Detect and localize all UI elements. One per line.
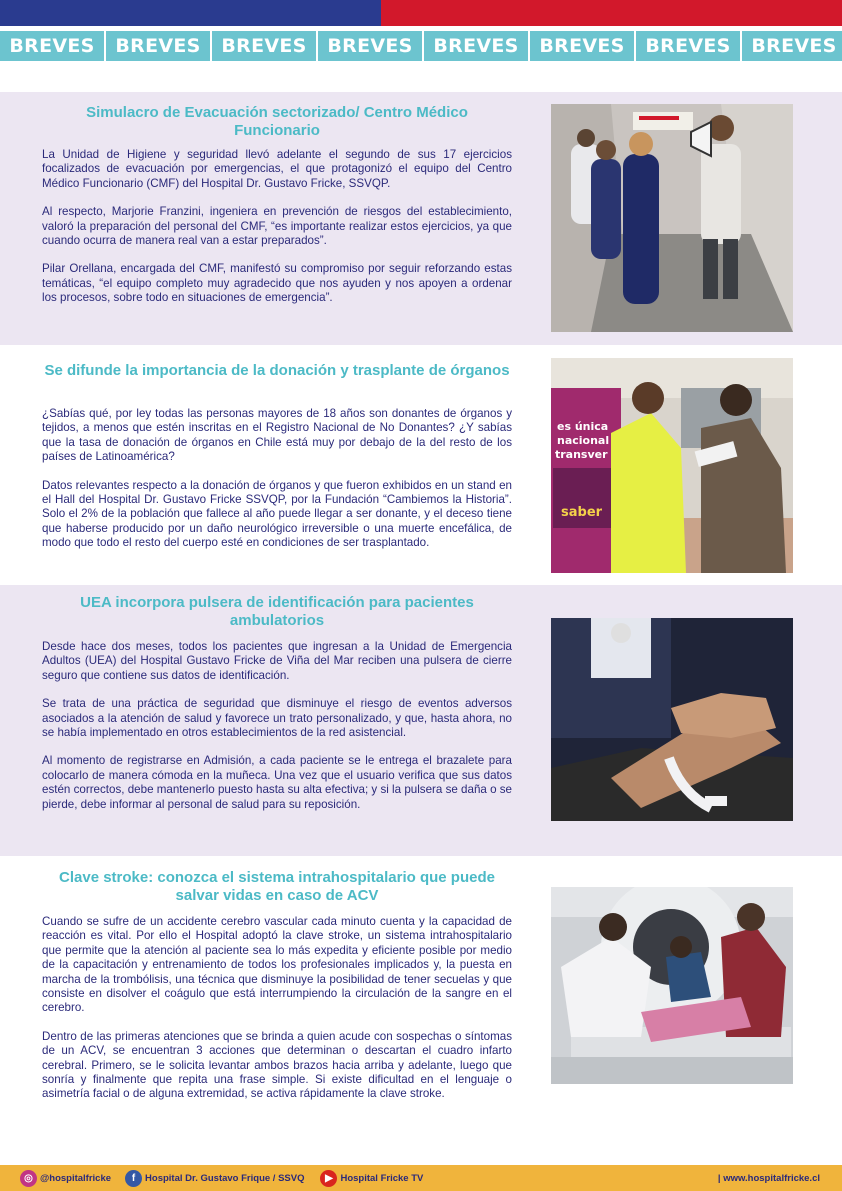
youtube-icon: ▶ (320, 1170, 337, 1187)
organ-donation-photo (551, 358, 793, 573)
youtube-link[interactable] (320, 1170, 423, 1187)
breves-tag: BREVES (742, 31, 842, 61)
breves-tag: BREVES (424, 31, 528, 61)
instagram-icon: ◎ (20, 1170, 37, 1187)
article-body (42, 148, 512, 320)
breves-tag: BREVES (636, 31, 740, 61)
article-body (42, 915, 512, 1116)
article-paragraph: ¿Sabías qué, por ley todas las personas mayores de 18 años son donantes de órganos y tejidos, a menos que estén inscritas en el Registro Nacional de No Donantes? ¿Y sabías que la tasa de donación de órganos en Chile está muy por debajo de la del resto de los países de Latinoamérica? (42, 407, 512, 464)
article-paragraph: Se trata de una práctica de seguridad que disminuye el riesgo de eventos adversos asociados a la atención de salud y favorece un trato personalizado, y que, hasta ahora, no se había implementado en otros establecimientos de la red asistencial. (42, 697, 512, 740)
footer-bar (0, 1165, 842, 1191)
article-paragraph: Desde hace dos meses, todos los pacientes que ingresan a la Unidad de Emergencia Adultos (UEA) del Hospital Gustavo Fricke de Viña del Mar reciben una pulsera de cierre seguro que contiene sus datos de identificación. (42, 640, 512, 682)
breves-tag: BREVES (318, 31, 422, 61)
article-paragraph: Datos relevantes respecto a la donación de órganos y que fueron exhibidos en un stand en el Hall del Hospital Dr. Gustavo Fricke SSVQP, por la Fundación “Cambiemos la Historia”. Solo el 2% de la población que fallece al año puede llegar a ser donante, y el deceso tiene que haberse producido por un daño neurológico irreversible o una muerte encefálica, de modo que todo el resto del cuerpo esté en condiciones de ser trasplantado. (42, 478, 512, 550)
article-paragraph: Al respecto, Marjorie Franzini, ingeniera en prevención de riesgos del establecimiento, valoró la preparación del personal del CMF, “es importante realizar estos ejercicios, ya que cuando ocurra de manera real van a estar preparados”. (42, 205, 512, 248)
article-body (42, 407, 512, 565)
article-paragraph: La Unidad de Higiene y seguridad llevó adelante el segundo de sus 17 ejercicios focalizados de evacuación por emergencias, el que protagonizó el equipo del Centro Médico Funcionario (CMF) del Hospital Dr. Gustavo Fricke, SSVQP. (42, 148, 512, 190)
poster-text: nacional (557, 434, 610, 447)
article-organ-donation (0, 345, 842, 585)
breves-tag: BREVES (530, 31, 634, 61)
facebook-icon: f (125, 1170, 142, 1187)
article-evacuation-drill (0, 92, 842, 345)
article-paragraph: Cuando se sufre de un accidente cerebro vascular cada minuto cuenta y la capacidad de reacción es vital. Por ello el Hospital adoptó la clave stroke, un sistema intrahospitalario que permite que la atención al paciente sea lo más expedita y eficiente posible por medio de la capacitación y entrenamiento de todos los profesionales implicados y, la puesta en marcha de la trombólisis, una técnica que disminuye la posibilidad de tener secuelas y que consiste en disolver el coágulo que está interrumpiendo la circulación de la sangre en el cerebro. (42, 915, 512, 1015)
breves-tag: BREVES (0, 31, 104, 61)
id-bracelet-photo (551, 618, 793, 821)
article-title: Clave stroke: conozca el sistema intrahospitalario que puede salvar vidas en caso de ACV (59, 869, 495, 904)
article-paragraph: Al momento de registrarse en Admisión, a cada paciente se le entrega el brazalete para colocarlo de manera cómoda en la muñeca. Una vez que el usuario verifica que sus datos estén correctos, debe mantenerlo puesto hasta su alta efectiva; y si la pulsera se daña o se pierde, debe informar al personal de salud para su reposición. (42, 754, 512, 811)
article-body (42, 640, 512, 826)
poster-text: transver (555, 448, 608, 461)
poster-text: saber (561, 505, 603, 520)
article-title: Simulacro de Evacuación sectorizado/ Centro Médico Funcionario (86, 104, 468, 139)
facebook-handle: Hospital Dr. Gustavo Frique / SSVQ (145, 1172, 305, 1184)
instagram-link[interactable] (20, 1170, 111, 1187)
article-title: UEA incorpora pulsera de identificación para pacientes ambulatorios (80, 594, 474, 629)
article-paragraph: Dentro de las primeras atenciones que se brinda a quien acude con sospechas o síntomas de un ACV, se encuentran 3 acciones que determinan o descartan el cuadro infarto cerebral. Primero, se le solicita levantar ambos brazos hacia arriba y adelante, luego que sonría y finalmente que repita una frase simple. Si existe dificultad en el lenguaje o asimetría facial o de alguna extremidad, se activa rápidamente la clave stroke. (42, 1029, 512, 1101)
article-stroke-code (0, 856, 842, 1156)
article-title: Se difunde la importancia de la donación y trasplante de órganos (44, 362, 510, 379)
breves-banner (0, 31, 842, 61)
evacuation-drill-photo (551, 104, 793, 332)
stroke-code-photo (551, 887, 793, 1084)
poster-text: es única (557, 420, 609, 433)
youtube-handle: Hospital Fricke TV (340, 1172, 424, 1184)
article-id-bracelet (0, 585, 842, 856)
breves-tag: BREVES (212, 31, 316, 61)
website-link[interactable]: | www.hospitalfricke.cl (717, 1172, 820, 1184)
breves-tag: BREVES (106, 31, 210, 61)
top-bar-blue (0, 0, 381, 26)
top-bar-red (381, 0, 842, 26)
top-color-bar (0, 0, 842, 26)
instagram-handle: @hospitalfricke (40, 1172, 112, 1184)
facebook-link[interactable] (125, 1170, 304, 1187)
article-paragraph: Pilar Orellana, encargada del CMF, manifestó su compromiso por seguir reforzando estas temáticas, “el equipo completo muy agradecido que nos ayuden y nos apoyen a ordenar los procesos, sobre todo en situaciones de emergencia”. (42, 262, 512, 305)
